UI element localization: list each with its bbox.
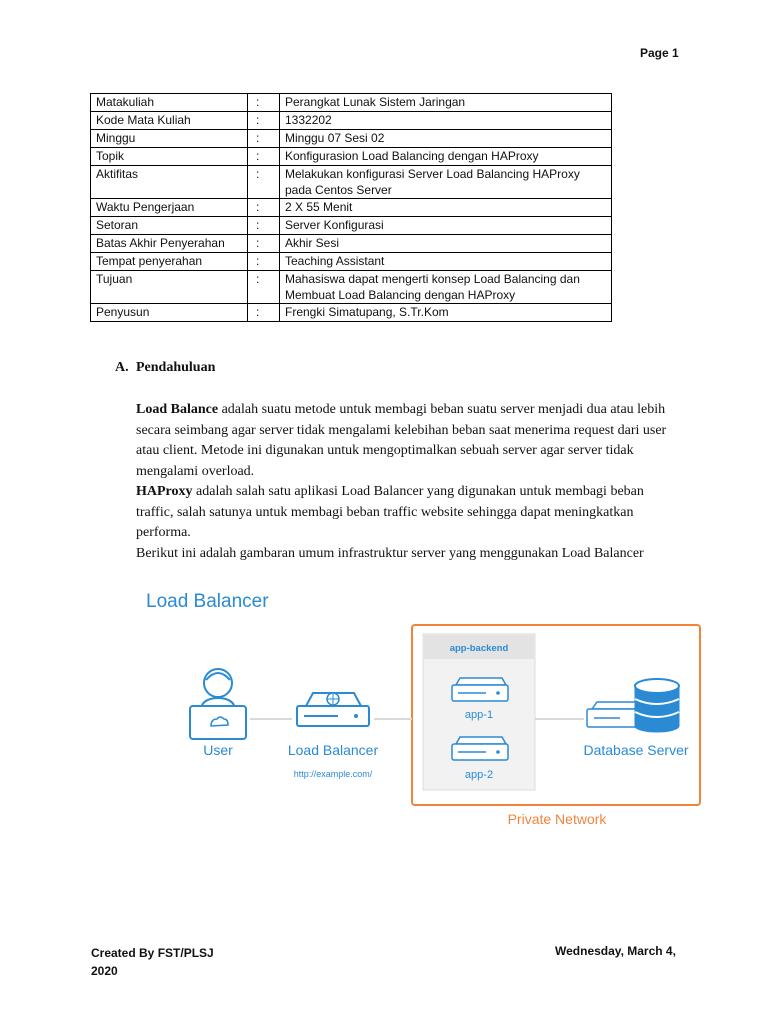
info-label: Setoran	[91, 217, 248, 235]
info-separator: :	[248, 199, 280, 217]
info-value	[280, 94, 612, 112]
info-separator: :	[248, 253, 280, 271]
info-row	[91, 166, 612, 199]
info-label: Aktifitas	[91, 166, 248, 199]
info-value-line: Minggu 07 Sesi 02	[285, 131, 385, 145]
intro-text	[136, 400, 681, 564]
info-row	[91, 112, 612, 130]
load-balancer-diagram	[140, 588, 720, 838]
info-separator: :	[248, 148, 280, 166]
info-value-line: Mahasiswa dapat mengerti konsep Load Balancing dan	[285, 272, 580, 286]
app-1-label: app-1	[464, 709, 494, 721]
term-haproxy: HAProxy	[136, 484, 193, 499]
info-value	[280, 235, 612, 253]
info-value	[280, 130, 612, 148]
info-value-line: 1332202	[285, 113, 332, 127]
term-load-balance: Load Balance	[136, 402, 219, 417]
info-separator: :	[248, 304, 280, 322]
info-separator: :	[248, 235, 280, 253]
info-value	[280, 166, 612, 199]
info-separator: :	[248, 94, 280, 112]
database-server-label: Database Server	[583, 742, 689, 758]
info-value	[280, 217, 612, 235]
info-value-line: pada Centos Server	[285, 183, 392, 197]
info-value	[280, 271, 612, 304]
section-title: Pendahuluan	[136, 360, 216, 375]
load-balancer-url: http://example.com/	[293, 769, 373, 779]
info-value-line: Akhir Sesi	[285, 236, 340, 250]
info-row	[91, 304, 612, 322]
info-row	[91, 130, 612, 148]
app-1-server-icon	[452, 678, 508, 701]
footer-created-by	[91, 944, 214, 980]
info-value	[280, 253, 612, 271]
info-value-line: Membuat Load Balancing dengan HAProxy	[285, 288, 516, 302]
info-value	[280, 148, 612, 166]
info-value-line: Konfigurasion Load Balancing dengan HAProxy	[285, 149, 539, 163]
diagram-title: Load Balancer	[146, 591, 269, 612]
info-label: Minggu	[91, 130, 248, 148]
load-balancer-label: Load Balancer	[287, 742, 379, 758]
info-label: Topik	[91, 148, 248, 166]
app-2-label: app-2	[464, 769, 494, 781]
user-label: User	[203, 742, 233, 758]
course-info-table	[90, 93, 612, 322]
footer-date: Wednesday, March 4,	[555, 944, 676, 958]
private-network-label: Private Network	[507, 811, 607, 827]
info-separator: :	[248, 217, 280, 235]
info-value-line: Frengki Simatupang, S.Tr.Kom	[285, 305, 449, 319]
info-label: Tujuan	[91, 271, 248, 304]
p2-text: adalah salah satu aplikasi Load Balancer yang digunakan untuk membagi beban traffic, salah satunya untuk membagi beban traffic website sehingga dapat meningkatkan performa.	[136, 484, 644, 540]
footer-author: Created By FST/PLSJ	[91, 946, 214, 960]
info-value-line: Perangkat Lunak Sistem Jaringan	[285, 95, 466, 109]
load-balancer-icon	[297, 693, 369, 726]
info-label: Waktu Pengerjaan	[91, 199, 248, 217]
info-label: Penyusun	[91, 304, 248, 322]
footer-year: 2020	[91, 964, 118, 978]
section-heading	[115, 360, 215, 376]
info-row	[91, 94, 612, 112]
app-backend-label: app-backend	[449, 643, 509, 654]
info-separator: :	[248, 112, 280, 130]
info-value	[280, 199, 612, 217]
info-value-line: Melakukan konfigurasi Server Load Balancing HAProxy	[285, 167, 580, 181]
paragraph-haproxy	[136, 482, 681, 544]
app-2-server-icon	[452, 737, 508, 760]
info-separator: :	[248, 130, 280, 148]
section-letter: A.	[115, 360, 129, 375]
info-row	[91, 199, 612, 217]
info-row	[91, 148, 612, 166]
info-row	[91, 253, 612, 271]
info-label: Matakuliah	[91, 94, 248, 112]
info-row	[91, 235, 612, 253]
info-label: Batas Akhir Penyerahan	[91, 235, 248, 253]
info-value	[280, 304, 612, 322]
paragraph-infrastructure: Berikut ini adalah gambaran umum infrastruktur server yang menggunakan Load Balancer	[136, 545, 644, 561]
database-server-icon	[587, 679, 679, 732]
info-value	[280, 112, 612, 130]
info-separator: :	[248, 166, 280, 199]
user-icon	[190, 669, 246, 739]
page-number: Page 1	[640, 46, 679, 60]
info-value-line: Server Konfigurasi	[285, 218, 384, 232]
info-separator: :	[248, 271, 280, 304]
info-row	[91, 217, 612, 235]
info-label: Tempat penyerahan	[91, 253, 248, 271]
diagram-svg	[140, 588, 720, 838]
info-row	[91, 271, 612, 304]
info-value-line: Teaching Assistant	[285, 254, 385, 268]
info-label: Kode Mata Kuliah	[91, 112, 248, 130]
info-value-line: 2 X 55 Menit	[285, 200, 353, 214]
paragraph-load-balance	[136, 400, 681, 482]
p1-text: adalah suatu metode untuk membagi beban suatu server menjadi dua atau lebih secara seimbang agar server tidak mengalami kelebihan beban saat menerima request dari user atau client. Metode ini digunakan untuk mengoptimalkan sebuah server agar server tidak mengalami overload.	[136, 402, 667, 479]
